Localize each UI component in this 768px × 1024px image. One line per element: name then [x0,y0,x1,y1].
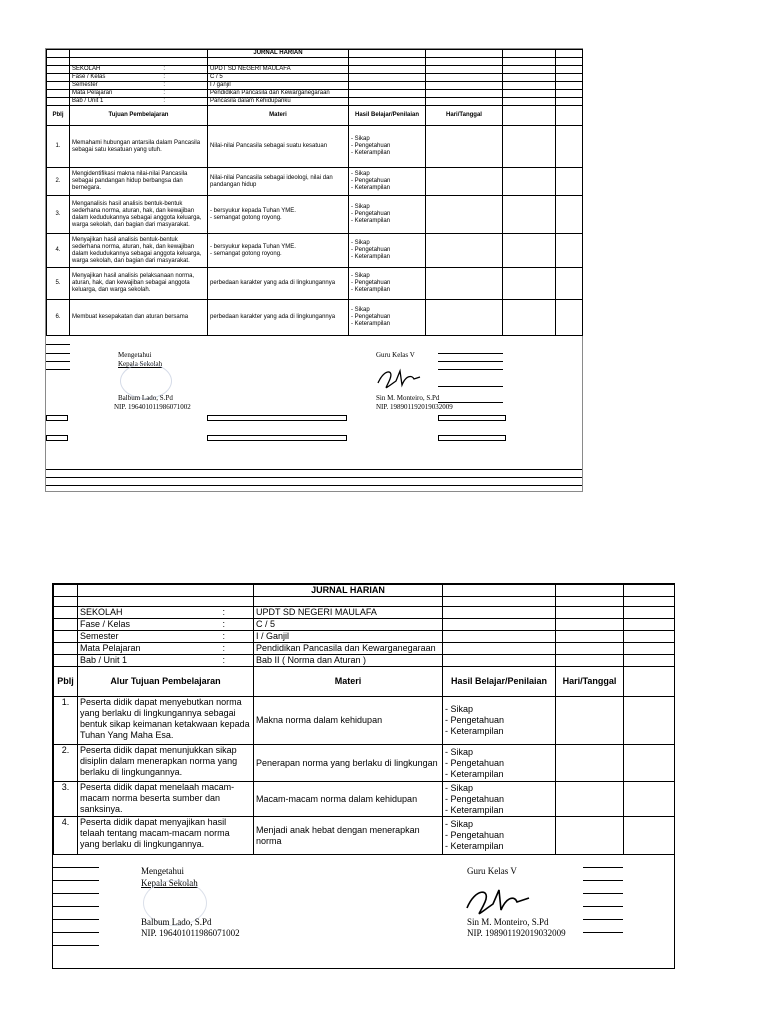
sign-left-line1: Mengetahui [141,866,184,876]
signature-left [116,351,256,413]
table-row [54,697,675,745]
row-materi: Makna norma dalam kehidupan [254,697,443,745]
signature-scribble [372,365,428,391]
header-hari: Hari/Tanggal [426,106,503,126]
row-hasil: - Sikap - Pengetahuan - Keterampilan [349,168,426,196]
blank-field [46,435,68,441]
info-label-mapel: Mata Pelajaran : [78,643,254,655]
row-number: 3. [47,196,70,234]
row-hasil: - Sikap - Pengetahuan - Keterampilan [349,234,426,268]
header-hari: Hari/Tanggal [556,667,624,697]
blank-field [438,415,506,421]
row-hasil: - Sikap - Pengetahuan - Keterampilan [443,697,556,745]
info-value-semester: I / ganjil [208,82,349,90]
sign-right-name: Sin M. Monteiro, S.Pd [376,394,440,402]
row-hari [426,168,503,196]
row-hari [426,126,503,168]
row-hasil: - Sikap - Pengetahuan - Keterampilan [349,268,426,300]
row-tujuan: Menyajikan hasil analisis pelaksanaan norma, aturan, hak, dan kewajiban sebagai anggota keluarga, dan warga sekolah. [70,268,208,300]
row-number: 6. [47,300,70,336]
signature-scribble [459,882,539,918]
journal-sheet-top [45,48,583,492]
signature-right [467,866,627,938]
info-label-semester: Semester : [78,631,254,643]
blank-field [438,435,506,441]
table-row [54,817,675,855]
row-hasil: - Sikap - Pengetahuan - Keterampilan [443,745,556,782]
row-tujuan: Peserta didik dapat menyajikan hasil telaah tentang macam-macam norma yang berlaku di lingkungannya. [78,817,254,855]
row-number: 3. [54,782,78,817]
info-value-sekolah: UPDT SD NEGERI MAULAFA [254,607,443,619]
signature-left [141,866,321,938]
sign-left-name: Balbum Lado, S.Pd [141,917,212,927]
sign-left-nip: NIP. 196401011986071002 [114,403,191,411]
sign-left-line1: Mengetahui [118,351,152,359]
row-materi: perbedaan karakter yang ada di lingkungannya [208,268,349,300]
journal-title: JURNAL HARIAN [208,50,349,58]
sign-right-name: Sin M. Monteiro, S.Pd [467,917,549,927]
row-materi: - bersyukur kepada Tuhan YME. - semangat gotong royong. [208,234,349,268]
info-label-sekolah: SEKOLAH : [78,607,254,619]
row-tujuan: Menyajikan hasil analisis bentuk-bentuk sederhana norma, aturan, hak, dan kewajiban dalam kedudukannya sebagai anggota keluarga, warga sekolah, dan bagian dari masyarakat. [70,234,208,268]
row-number: 1. [47,126,70,168]
row-materi: Nilai-nilai Pancasila sebagai ideologi, nilai dan pandangan hidup [208,168,349,196]
info-label-sekolah: SEKOLAH : [70,66,208,74]
sign-right-nip: NIP. 198901192019032009 [467,928,566,938]
row-tujuan: Peserta didik dapat menyebutkan norma yang berlaku di lingkungannya sebagai bentuk sikap keimanan ketakwaan kepada Tuhan Yang Maha Esa. [78,697,254,745]
row-number: 4. [47,234,70,268]
info-value-mapel: Pendidikan Pancasila dan Kewarganegaraan [208,90,349,98]
row-hari [556,697,624,745]
table-row [47,300,583,336]
table-row [47,196,583,234]
journal-title: JURNAL HARIAN [254,585,443,597]
row-hasil: - Sikap - Pengetahuan - Keterampilan [443,782,556,817]
info-label-bab: Bab / Unit 1 : [70,98,208,106]
header-hasil: Hasil Belajar/Penilaian [349,106,426,126]
info-value-fase: C / 5 [208,74,349,82]
info-label-fase: Fase / Kelas : [78,619,254,631]
header-no: Pblj [47,106,70,126]
blank-field [207,415,347,421]
row-hasil: - Sikap - Pengetahuan - Keterampilan [349,196,426,234]
header-materi: Materi [254,667,443,697]
header-no: Pblj [54,667,78,697]
row-hari [426,196,503,234]
row-hari [426,300,503,336]
info-value-bab: Pancasila dalam Kehidupanku [208,98,349,106]
sign-left-nip: NIP. 196401011986071002 [141,928,240,938]
sign-right-line1: Guru Kelas V [467,866,517,876]
table-row [54,745,675,782]
table-row [54,782,675,817]
sign-left-line2: Kepala Sekolah [118,360,163,368]
table-row [47,268,583,300]
row-number: 5. [47,268,70,300]
row-hari [426,234,503,268]
info-value-sekolah: UPDT SD NEGERI MAULAFA [208,66,349,74]
header-hasil: Hasil Belajar/Penilaian [443,667,556,697]
row-hari [556,782,624,817]
row-hari [556,817,624,855]
row-tujuan: Peserta didik dapat menelaah macam-macam norma beserta sumber dan sanksinya. [78,782,254,817]
row-tujuan: Menganalisis hasil analisis bentuk-bentuk sederhana norma, aturan, hak, dan kewajiban dalam kedudukannya sebagai anggota keluarga, warga sekolah, dan bagian dari masyarakat. [70,196,208,234]
row-number: 2. [47,168,70,196]
row-tujuan: Memahami hubungan antarsila dalam Pancasila sebagai satu kesatuan yang utuh. [70,126,208,168]
blank-field [46,415,68,421]
table-row [47,234,583,268]
journal-table-top [46,49,583,336]
info-label-bab: Bab / Unit 1 : [78,655,254,667]
sign-left-line2: Kepala Sekolah [141,878,198,888]
row-hari [556,745,624,782]
sign-left-name: Balbum Lado, S.Pd [118,394,173,402]
row-hasil: - Sikap - Pengetahuan - Keterampilan [349,300,426,336]
header-materi: Materi [208,106,349,126]
row-hasil: - Sikap - Pengetahuan - Keterampilan [443,817,556,855]
row-number: 4. [54,817,78,855]
sign-right-nip: NIP. 198901192019032009 [376,403,453,411]
journal-table-bottom [53,584,675,855]
info-label-fase: Fase / Kelas : [70,74,208,82]
row-number: 1. [54,697,78,745]
row-tujuan: Mengidentifikasi makna nilai-nilai Pancasila sebagai pandangan hidup berbangsa dan bernegara. [70,168,208,196]
row-hari [426,268,503,300]
info-label-semester: Semester : [70,82,208,90]
row-tujuan: Peserta didik dapat menunjukkan sikap disiplin dalam menerapkan norma yang berlaku di lingkungannya. [78,745,254,782]
info-label-mapel: Mata Pelajaran : [70,90,208,98]
header-tujuan: Tujuan Pembelajaran [70,106,208,126]
sign-right-line1: Guru Kelas V [376,351,415,359]
row-materi: perbedaan karakter yang ada di lingkungannya [208,300,349,336]
row-materi: Macam-macam norma dalam kehidupan [254,782,443,817]
table-row [47,168,583,196]
header-tujuan: Alur Tujuan Pembelajaran [78,667,254,697]
row-materi: Menjadi anak hebat dengan menerapkan norma [254,817,443,855]
info-value-mapel: Pendidikan Pancasila dan Kewarganegaraan [254,643,443,655]
info-value-semester: I / Ganjil [254,631,443,643]
row-materi: Penerapan norma yang berlaku di lingkungan [254,745,443,782]
table-row [47,126,583,168]
row-materi: - bersyukur kepada Tuhan YME. - semangat gotong royong. [208,196,349,234]
row-hasil: - Sikap - Pengetahuan - Keterampilan [349,126,426,168]
row-number: 2. [54,745,78,782]
row-materi: Nilai-nilai Pancasila sebagai suatu kesatuan [208,126,349,168]
info-value-bab: Bab II ( Norma dan Aturan ) [254,655,443,667]
row-tujuan: Membuat kesepakatan dan aturan bersama [70,300,208,336]
blank-field [207,435,347,441]
journal-sheet-bottom [52,583,675,969]
info-value-fase: C / 5 [254,619,443,631]
